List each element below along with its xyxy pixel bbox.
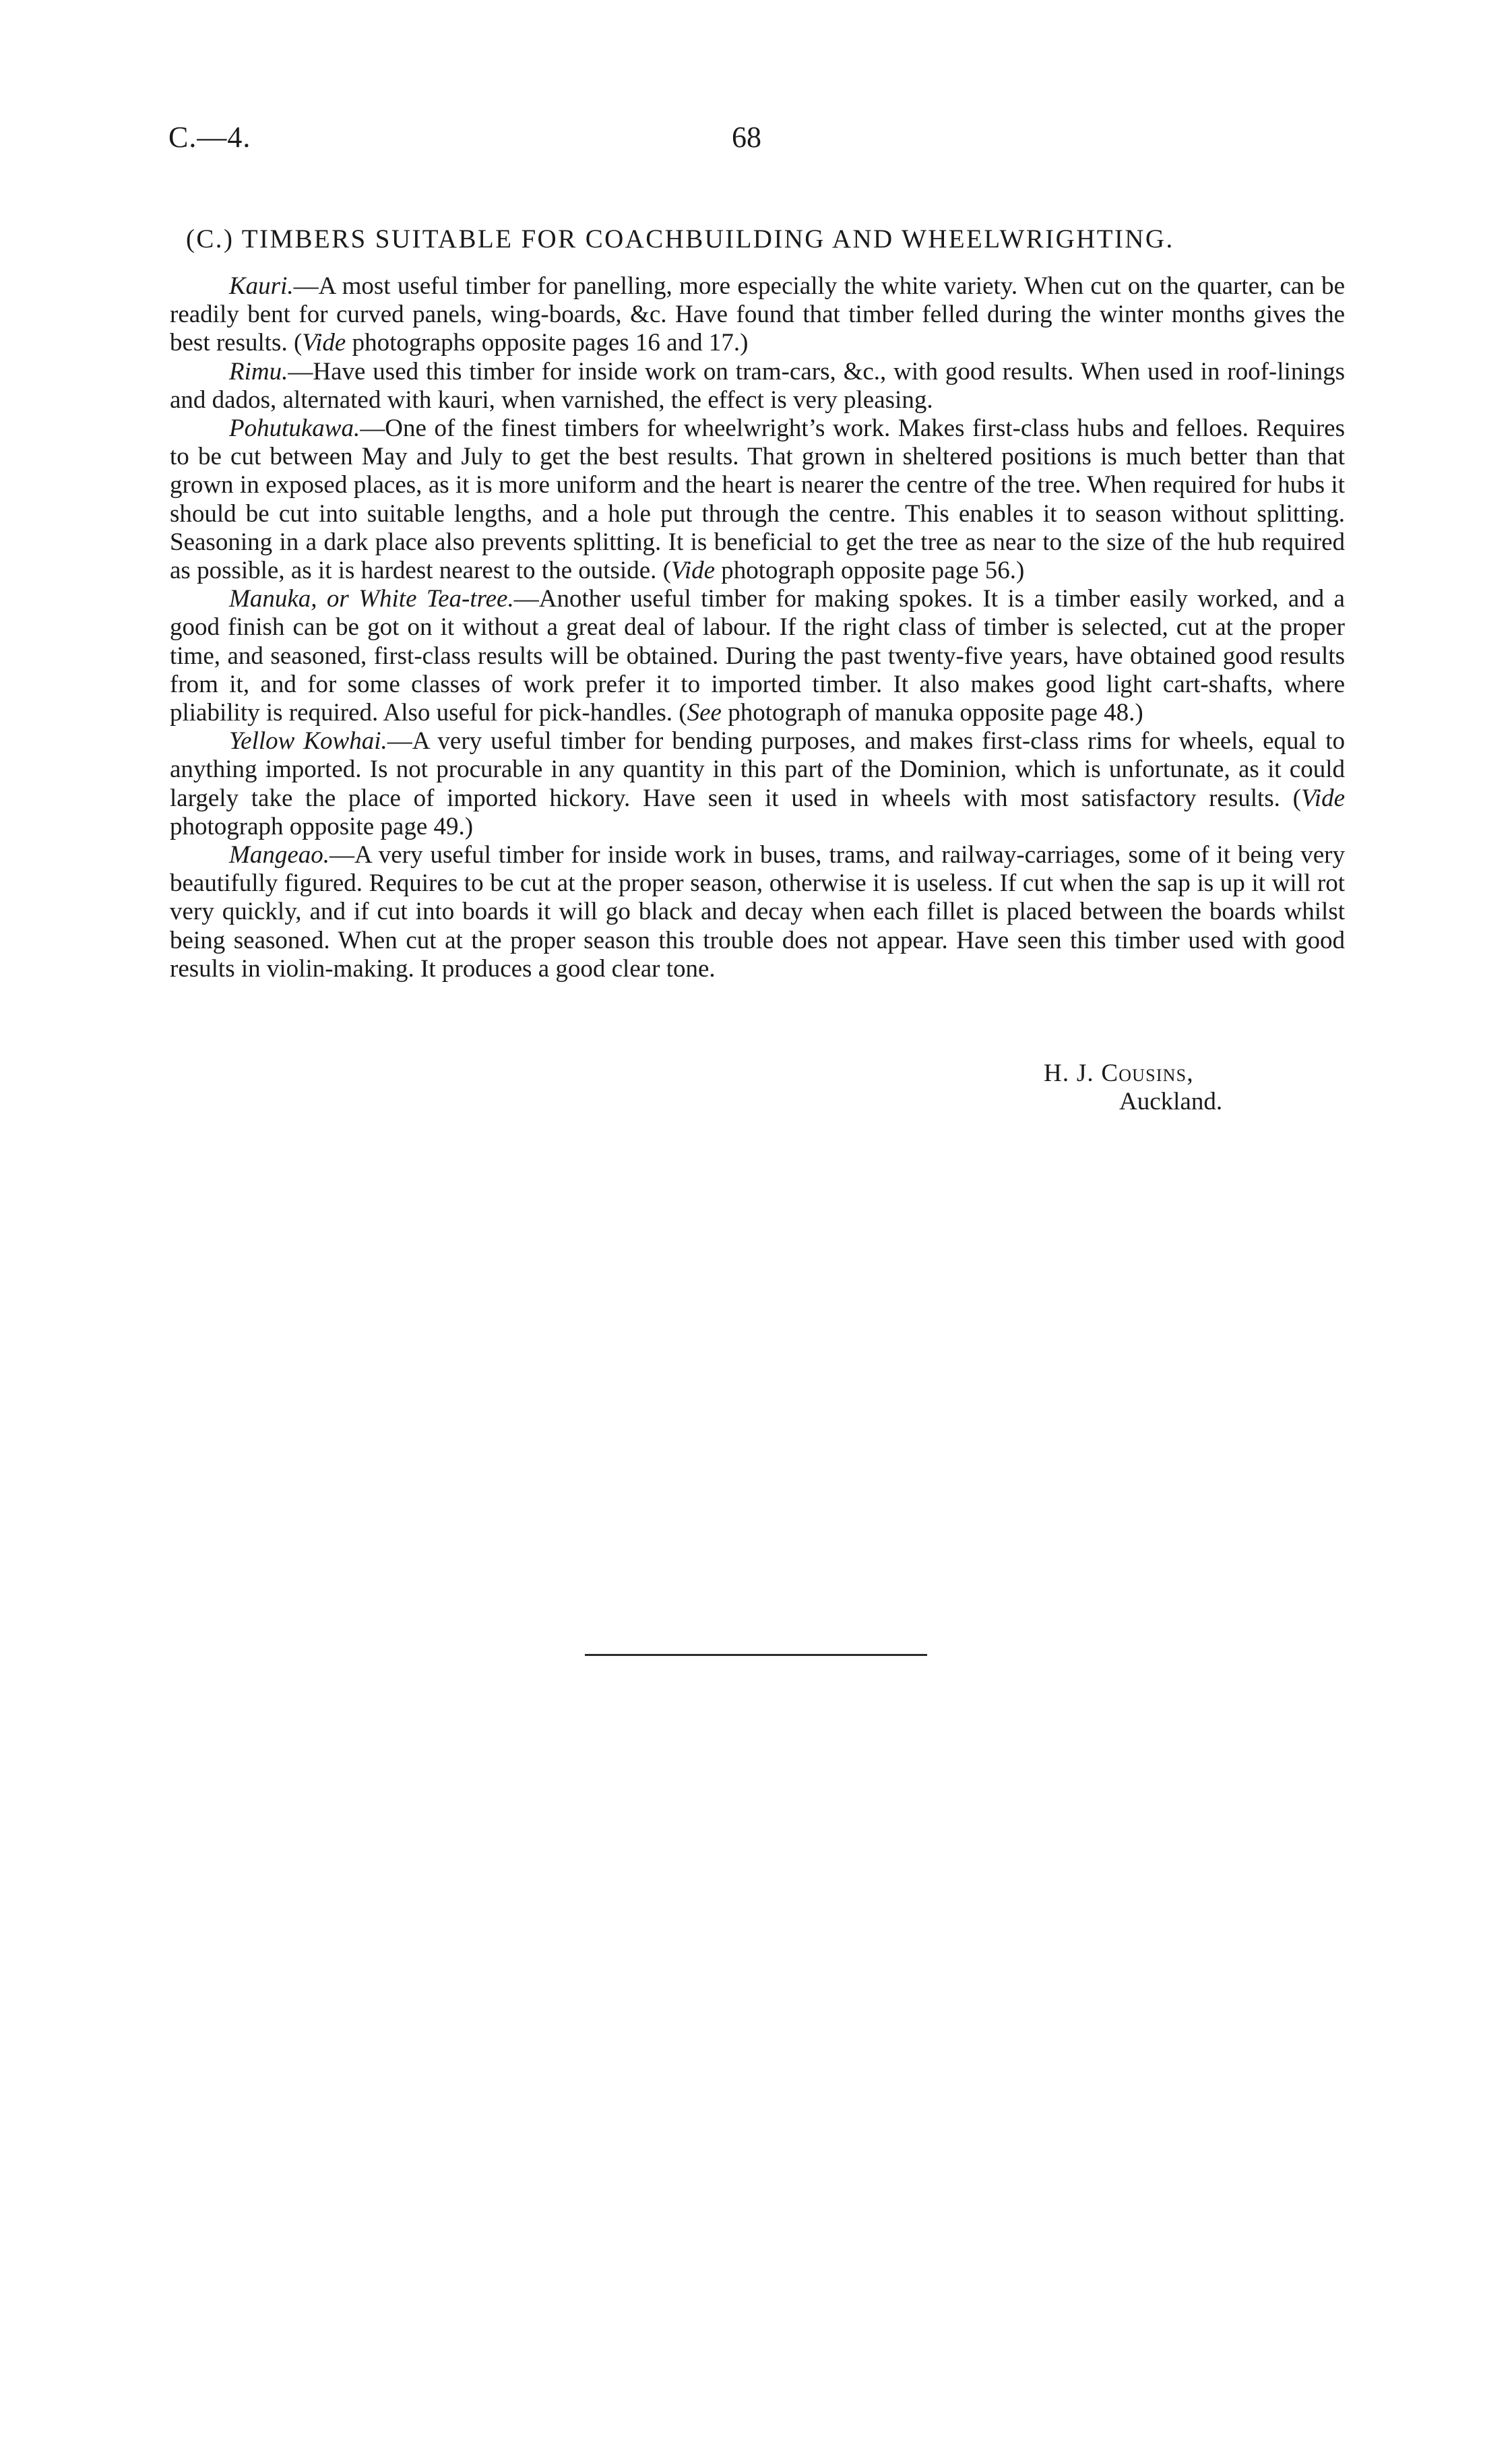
signatory-initials: H. J. [1044, 1059, 1102, 1087]
page-number: 68 [732, 121, 761, 154]
entry-manuka [170, 585, 1345, 727]
body-text [170, 272, 1345, 983]
document-reference: C.—4. [168, 121, 251, 154]
signature-block [1044, 1059, 1222, 1116]
entry-yellow-kowhai [170, 727, 1345, 841]
entry-text: —A very useful timber for bending purposes, and makes first-class rims for wheels, equal to anything imported. Is not procurable in any quantity in this part of the Dominion, which is unfortunate, as it could largely take the place of imported hickory. Have seen it used in wheels with most satisfactory results. ( [170, 727, 1345, 812]
entry-name: Rimu. [229, 357, 288, 386]
entry-text: —One of the finest timbers for wheelwright’s work. Makes first-class hubs and felloes. Requires to be cut between May and July to get the best results. That grown in sheltered positions is much better than that grown in exposed places, as it is more uniform and the heart is nearer the centre of the tree. When required for hubs it should be cut into suitable lengths, and a hole put through the centre. This enables it to season without splitting. Seasoning in a dark place also prevents splitting. It is beneficial to get the tree as near to the size of the hub required as possible, as it is hardest nearest to the outside. ( [170, 414, 1345, 585]
signatory-surname: Cousins [1101, 1059, 1187, 1087]
entry-ref-text: photographs opposite pages 16 and 17.) [346, 329, 749, 357]
entry-pohutukawa [170, 414, 1345, 585]
entry-name: Manuka, or White Tea-tree. [229, 585, 514, 613]
entry-name: Kauri. [229, 272, 294, 300]
entry-ref-word: Vide [670, 557, 716, 585]
signatory-name [1044, 1059, 1222, 1088]
section-divider-rule [585, 1654, 927, 1656]
entry-text: —Another useful timber for making spokes. It is a timber easily worked, and a good finish can be got on it without a great deal of labour. If the right class of timber is selected, cut at the proper time, and seasoned, first-class results will be obtained. During the past twenty-five years, have obtained good results from it, and for some classes of work prefer it to imported timber. It also makes good light cart-shafts, where pliability is required. Also useful for pick-handles. ( [170, 585, 1345, 727]
entry-text: —Have used this timber for inside work on tram-cars, &c., with good results. When used in roof-linings and dados, alternated with kauri, when varnished, the effect is very pleasing. [170, 357, 1345, 414]
entry-name: Mangeao. [229, 841, 329, 869]
entry-ref-text: photograph opposite page 49.) [170, 812, 474, 840]
signatory-name-suffix: , [1187, 1059, 1194, 1087]
entry-kauri [170, 272, 1345, 358]
entry-ref-word: See [687, 699, 722, 727]
section-heading: (C.) TIMBERS SUITABLE FOR COACHBUILDING AND WHEELWRIGHTING. [186, 224, 1174, 253]
entry-ref-text: photograph of manuka opposite page 48.) [721, 699, 1143, 727]
entry-ref-word: Vide [1300, 784, 1345, 812]
signatory-place: Auckland. [1119, 1088, 1223, 1115]
entry-ref-word: Vide [302, 329, 346, 357]
entry-name: Pohutukawa. [229, 414, 360, 443]
entry-text: —A most useful timber for panelling, more especially the white variety. When cut on the quarter, can be readily bent for curved panels, wing-boards, &c. Have found that timber felled during the winter months gives the best results. ( [170, 272, 1345, 357]
entry-rimu [170, 358, 1345, 414]
entry-mangeao [170, 841, 1345, 983]
entry-ref-text: photograph opposite page 56.) [715, 557, 1025, 585]
entry-text: —A very useful timber for inside work in buses, trams, and railway-carriages, some of it being very beautifully figured. Requires to be cut at the proper season, otherwise it is useless. If cut when the sap is up it will rot very quickly, and if cut into boards it will go black and decay when each fillet is placed between the boards whilst being seasoned. When cut at the proper season this trouble does not appear. Have seen this timber used with good results in violin-making. It produces a good clear tone. [170, 841, 1345, 983]
entry-name: Yellow Kowhai. [229, 727, 387, 756]
